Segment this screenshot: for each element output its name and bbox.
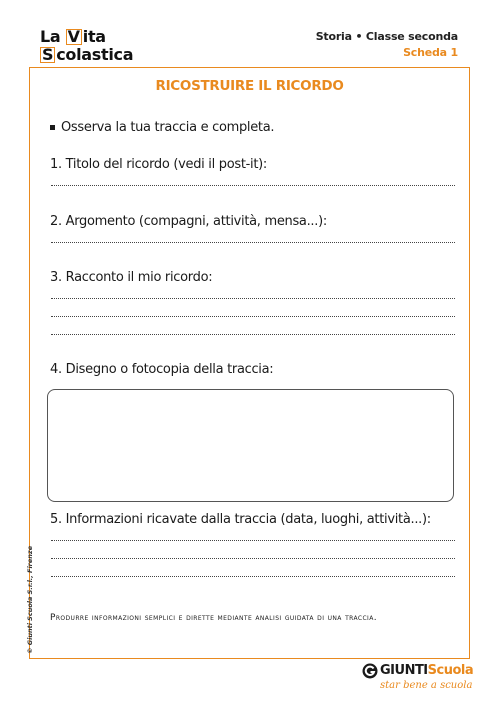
publisher-name-main: GIUNTI — [380, 663, 428, 678]
logo-line-2 — [40, 46, 170, 64]
logo-prefix: La — [40, 27, 66, 46]
answer-line-5b[interactable] — [51, 558, 455, 559]
publisher-name — [380, 663, 473, 678]
answer-line-2[interactable] — [51, 242, 455, 243]
question-2: 2. Argomento (compagni, attività, mensa...): — [50, 214, 327, 229]
answer-line-1[interactable] — [51, 185, 455, 186]
answer-line-3b[interactable] — [51, 316, 455, 317]
giunti-g-logo-icon — [362, 663, 378, 679]
answer-line-5a[interactable] — [51, 540, 455, 541]
publisher-tagline: star bene a scuola — [380, 680, 473, 691]
logo-rest-2: colastica — [56, 45, 134, 64]
answer-line-3a[interactable] — [51, 298, 455, 299]
magazine-logo — [40, 28, 170, 64]
copyright-notice: © Giunti Scuola S.r.l., Firenze — [26, 545, 34, 654]
logo-rest-1: ita — [82, 27, 106, 46]
square-bullet-icon — [50, 125, 55, 130]
drawing-box[interactable] — [47, 389, 454, 502]
answer-line-3c[interactable] — [51, 334, 455, 335]
worksheet-title: RICOSTRUIRE IL RICORDO — [155, 78, 344, 94]
question-4: 4. Disegno o fotocopia della traccia: — [50, 362, 274, 377]
logo-boxed-letter-s: S — [42, 45, 54, 64]
answer-line-5c[interactable] — [51, 576, 455, 577]
logo-boxed-letter-v: V — [67, 27, 80, 46]
instruction — [50, 120, 274, 135]
instruction-text: Osserva la tua traccia e completa. — [61, 120, 275, 135]
question-1: 1. Titolo del ricordo (vedi il post-it): — [50, 157, 267, 172]
publisher-name-accent: Scuola — [427, 663, 474, 678]
sheet-number: Scheda 1 — [403, 46, 458, 59]
logo-line-1 — [40, 28, 170, 46]
question-5: 5. Informazioni ricavate dalla traccia (data, luoghi, attività...): — [50, 512, 431, 527]
learning-objective: Produrre informazioni semplici e dirette mediante analisi guidata di una traccia. — [50, 613, 377, 623]
subject-label: Storia • Classe seconda — [315, 30, 458, 43]
question-3: 3. Racconto il mio ricordo: — [50, 270, 213, 285]
